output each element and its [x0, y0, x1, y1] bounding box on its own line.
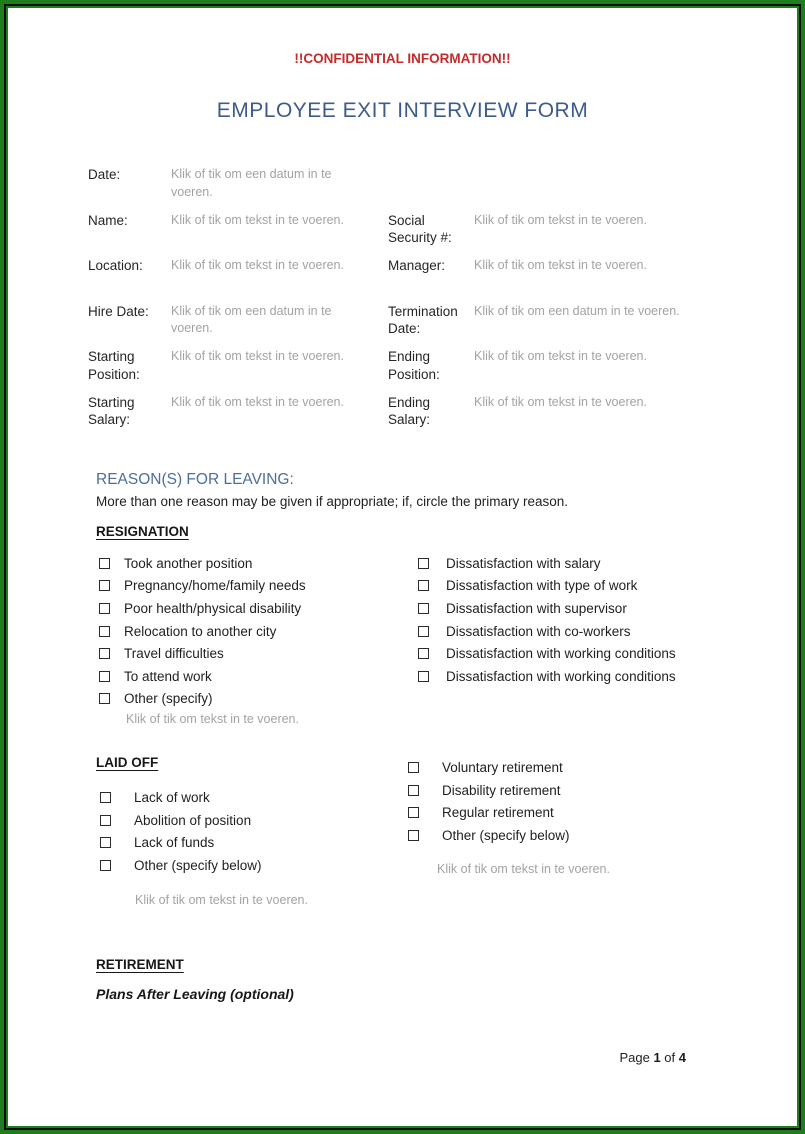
resignation-right-column [407, 552, 741, 728]
checkbox-icon[interactable] [99, 648, 110, 659]
checkbox-item-laidoff-other[interactable]: Other (specify below) [96, 854, 402, 877]
laid-off-heading: LAID OFF [96, 755, 159, 771]
checkbox-item-lack-of-work[interactable]: Lack of work [96, 786, 402, 809]
checkbox-icon[interactable] [408, 762, 419, 773]
starting-salary-field[interactable]: Klik of tik om tekst in te voeren. [171, 394, 344, 409]
checkbox-icon[interactable] [99, 671, 110, 682]
form-row-date [88, 166, 801, 212]
checkbox-icon[interactable] [100, 792, 111, 803]
checkbox-item-relocation[interactable]: Relocation to another city [96, 620, 407, 643]
plans-after-leaving-heading: Plans After Leaving (optional) [96, 985, 294, 1002]
ending-position-label: Ending Position: [388, 349, 440, 382]
checkbox-item-dissatisfaction-salary[interactable]: Dissatisfaction with salary [407, 552, 741, 575]
manager-field[interactable]: Klik of tik om tekst in te voeren. [474, 258, 647, 272]
laidoff-items [96, 786, 402, 876]
form-row-name-ssn [88, 212, 801, 258]
checkbox-icon[interactable] [100, 860, 111, 871]
checkbox-item-dissatisfaction-type-of-work[interactable]: Dissatisfaction with type of work [407, 575, 741, 598]
of-word: of [664, 1050, 676, 1065]
checkbox-item-dissatisfaction-working-conditions-2[interactable]: Dissatisfaction with working conditions [407, 665, 741, 688]
checkbox-item-dissatisfaction-coworkers[interactable]: Dissatisfaction with co-workers [407, 620, 741, 643]
employee-info-form [88, 166, 801, 439]
reasons-subtitle: More than one reason may be given if appropriate; if, circle the primary reason. [96, 494, 568, 509]
checkbox-item-other-specify[interactable]: Other (specify) [96, 688, 407, 711]
checkbox-item-regular-retirement[interactable]: Regular retirement [402, 801, 741, 824]
ending-position-field[interactable]: Klik of tik om tekst in te voeren. [474, 349, 647, 363]
date-field[interactable]: Klik of tik om een datum in te voeren. [171, 167, 332, 199]
checkbox-item-abolition-of-position[interactable]: Abolition of position [96, 809, 402, 832]
checkbox-icon[interactable] [418, 671, 429, 682]
checkbox-item-dissatisfaction-supervisor[interactable]: Dissatisfaction with supervisor [407, 597, 741, 620]
checkbox-icon[interactable] [100, 837, 111, 848]
checkbox-icon[interactable] [99, 558, 110, 569]
page-word: Page [619, 1050, 650, 1065]
manager-label: Manager: [388, 258, 446, 273]
checkbox-icon[interactable] [408, 785, 419, 796]
ending-salary-field[interactable]: Klik of tik om tekst in te voeren. [474, 394, 647, 409]
termination-date-label: Termination Date: [388, 303, 458, 336]
retirement-options-column [402, 754, 741, 908]
termination-date-field[interactable]: Klik of tik om een datum in te voeren. [474, 303, 680, 318]
name-label: Name: [88, 212, 128, 228]
checkbox-item-lack-of-funds[interactable]: Lack of funds [96, 831, 402, 854]
checkbox-item-retirement-other[interactable]: Other (specify below) [402, 824, 741, 847]
form-row-positions [88, 348, 801, 394]
checkbox-item-dissatisfaction-working-conditions-1[interactable]: Dissatisfaction with working conditions [407, 642, 741, 665]
checkbox-icon[interactable] [418, 603, 429, 614]
checkbox-icon[interactable] [418, 648, 429, 659]
resignation-heading: RESIGNATION [96, 524, 189, 539]
reasons-heading: REASON(S) FOR LEAVING: [96, 471, 294, 488]
checkbox-icon[interactable] [99, 580, 110, 591]
laidoff-retirement-grid [96, 754, 741, 908]
retirement-other-field[interactable]: Klik of tik om tekst in te voeren. [437, 861, 610, 876]
starting-position-field[interactable]: Klik of tik om tekst in te voeren. [171, 349, 344, 363]
laidoff-other-field[interactable]: Klik of tik om tekst in te voeren. [135, 892, 308, 907]
current-page-number: 1 [653, 1050, 661, 1065]
confidential-banner: !!CONFIDENTIAL INFORMATION!! [294, 51, 511, 66]
checkbox-item-travel-difficulties[interactable]: Travel difficulties [96, 642, 407, 665]
retirement-heading: RETIREMENT [96, 956, 184, 972]
ending-salary-label: Ending Salary: [388, 394, 431, 427]
resignation-left-column [96, 552, 407, 728]
location-field[interactable]: Klik of tik om tekst in te voeren. [171, 258, 344, 272]
checkbox-icon[interactable] [418, 558, 429, 569]
social-security-label: Social Security #: [388, 212, 452, 245]
reasons-section [96, 470, 741, 1003]
starting-position-label: Starting Position: [88, 349, 140, 382]
page-number-footer [619, 1050, 686, 1065]
page-title: EMPLOYEE EXIT INTERVIEW FORM [216, 99, 589, 122]
checkbox-icon[interactable] [418, 626, 429, 637]
social-security-field[interactable]: Klik of tik om tekst in te voeren. [474, 212, 647, 227]
name-field[interactable]: Klik of tik om tekst in te voeren. [171, 212, 344, 227]
checkbox-item-to-attend-work[interactable]: To attend work [96, 665, 407, 688]
checkbox-icon[interactable] [408, 830, 419, 841]
laidoff-column [96, 754, 402, 908]
checkbox-item-pregnancy-home-family[interactable]: Pregnancy/home/family needs [96, 575, 407, 598]
resignation-checkbox-grid [96, 552, 741, 728]
checkbox-icon[interactable] [99, 626, 110, 637]
checkbox-item-took-another-position[interactable]: Took another position [96, 552, 407, 575]
location-label: Location: [88, 258, 143, 273]
hire-date-field[interactable]: Klik of tik om een datum in te voeren. [171, 303, 332, 335]
form-row-salaries [88, 394, 801, 440]
resignation-other-field[interactable]: Klik of tik om tekst in te voeren. [126, 712, 299, 727]
form-row-location-manager [88, 257, 801, 303]
checkbox-icon[interactable] [99, 693, 110, 704]
hire-date-label: Hire Date: [88, 303, 149, 319]
checkbox-item-voluntary-retirement[interactable]: Voluntary retirement [402, 756, 741, 779]
checkbox-icon[interactable] [418, 580, 429, 591]
form-row-hire-termination [88, 303, 801, 349]
checkbox-icon[interactable] [100, 815, 111, 826]
checkbox-icon[interactable] [99, 603, 110, 614]
checkbox-item-poor-health[interactable]: Poor health/physical disability [96, 597, 407, 620]
starting-salary-label: Starting Salary: [88, 394, 135, 427]
checkbox-icon[interactable] [408, 807, 419, 818]
total-page-number: 4 [678, 1050, 686, 1065]
checkbox-item-disability-retirement[interactable]: Disability retirement [402, 779, 741, 802]
date-label: Date: [88, 167, 121, 182]
